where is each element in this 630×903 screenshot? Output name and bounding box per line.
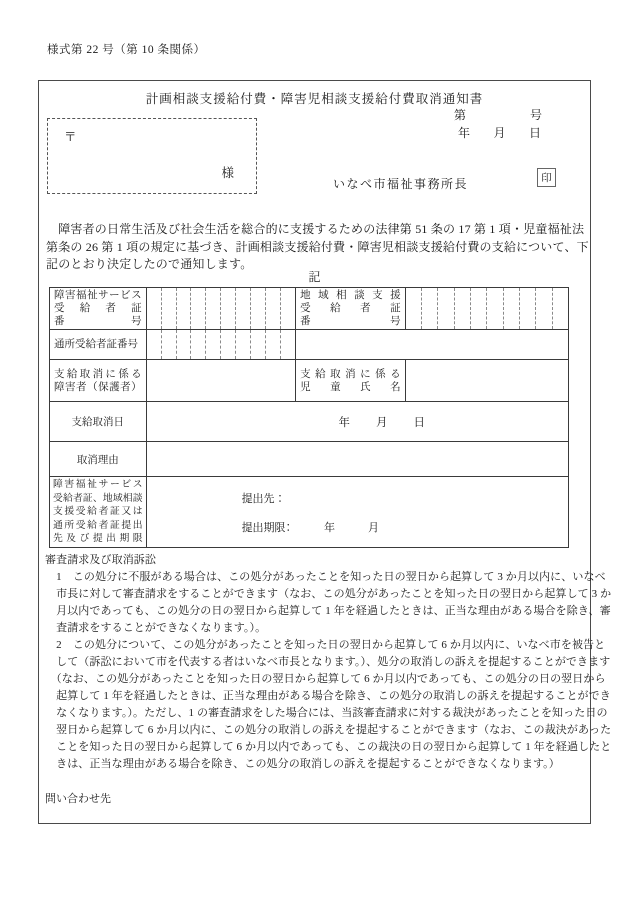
ki-heading: 記 bbox=[308, 270, 321, 284]
contact-label: 問い合わせ先 bbox=[45, 793, 111, 805]
text-line: 市長に対して審査請求をすることができます（なお、この処分があったことを知った日の翌日から起算して 3 か bbox=[45, 588, 612, 600]
text-line: 2 この処分について、この処分があったことを知った日の翌日から起算して 6 か月以内に、いなべ市を被告と bbox=[45, 639, 606, 651]
document-number-line bbox=[454, 106, 542, 123]
table-row-certificate-numbers bbox=[50, 288, 568, 329]
label-text: 通所受給者証番号 bbox=[54, 339, 138, 350]
text-line: 1 この処分に不服がある場合は、この処分があったことを知った日の翌日から起算して 3 か月以内に、いなべ bbox=[45, 571, 606, 583]
text-line: 支援受給者証又は bbox=[53, 506, 143, 518]
digit-box bbox=[535, 288, 551, 329]
digit-box bbox=[437, 288, 453, 329]
text-line: 障害者の日常生活及び社会生活を総合的に支援するための法律第 51 条の 17 第 1 項・児童福祉法 bbox=[46, 222, 585, 236]
text-line: なくなります。）。ただし、1 の審査請求をした場合には、当該審査請求に対する裁決があったことを知った日の bbox=[45, 707, 608, 719]
benefit-cancellation-table bbox=[49, 287, 569, 548]
empty-cell bbox=[296, 330, 568, 359]
seal-placeholder: 印 bbox=[537, 168, 556, 187]
date-year-label: 年 bbox=[458, 126, 471, 140]
digit-box bbox=[235, 330, 250, 359]
text-line: 起算して 1 年を経過したときは、正当な理由がある場合を除き、この処分の取消しの訴えを提起することができ bbox=[45, 690, 611, 702]
recipient-honorific: 様 bbox=[221, 166, 234, 180]
digit-box bbox=[176, 330, 191, 359]
text-line: 記のとおり決定したので通知します。 bbox=[46, 257, 253, 271]
text-line: 地域相談支援 bbox=[300, 290, 401, 301]
text-line: 受給者証 bbox=[300, 303, 401, 314]
label-disability-certificate-number bbox=[50, 288, 147, 329]
text-line: 先及び提出期限 bbox=[53, 533, 143, 545]
label-commuting-certificate-number bbox=[50, 330, 147, 359]
text-line: 障害福祉サービス bbox=[53, 479, 143, 491]
postal-code-mark: 〒 bbox=[64, 130, 77, 144]
doc-number-suffix: 号 bbox=[529, 108, 542, 122]
digit-box bbox=[454, 288, 470, 329]
text-line: きは、正当な理由がある場合を除き、この処分の取消しの訴えを提起することができなくなります。） bbox=[45, 758, 560, 770]
text-line: 受給者証 bbox=[54, 303, 142, 314]
digit-box bbox=[190, 288, 205, 329]
person-name-field bbox=[147, 360, 296, 401]
appeal-notice-text bbox=[45, 552, 612, 773]
digit-box bbox=[421, 288, 437, 329]
text-line: 支給取消に係る bbox=[300, 368, 401, 380]
digit-box bbox=[406, 288, 421, 329]
digit-box bbox=[205, 330, 220, 359]
commuting-certificate-digit-boxes bbox=[147, 330, 296, 359]
digit-box bbox=[161, 288, 176, 329]
table-row-cancellation-reason bbox=[50, 441, 568, 476]
text-line: ことを知った日の翌日から起算して 6 か月以内であっても、この裁決の日の翌日から起算して 1 年を経過したと bbox=[45, 741, 612, 753]
text-line: 受給者証、地域相談 bbox=[53, 492, 143, 504]
digit-box bbox=[190, 330, 205, 359]
label-text: 支給取消日 bbox=[71, 417, 125, 428]
label-text: 取消理由 bbox=[76, 454, 119, 466]
digit-box bbox=[147, 330, 161, 359]
date-day-label: 日 bbox=[528, 126, 541, 140]
document-date-line bbox=[458, 124, 541, 141]
label-cancellation-date bbox=[50, 402, 147, 441]
digit-box bbox=[265, 288, 280, 329]
submit-to-label: 提出先： bbox=[241, 492, 286, 505]
digit-box bbox=[280, 288, 295, 329]
cancellation-date-field bbox=[147, 402, 568, 441]
digit-box bbox=[250, 288, 265, 329]
cancellation-reason-field bbox=[147, 442, 568, 476]
text-line: 支給取消に係る bbox=[54, 368, 142, 380]
text-line: 査請求をすることができなくなります。）。 bbox=[45, 622, 267, 634]
table-row-commuting-certificate bbox=[50, 329, 568, 359]
date-month-label: 月 bbox=[493, 126, 506, 140]
digit-box bbox=[519, 288, 535, 329]
digit-box bbox=[147, 288, 161, 329]
digit-box bbox=[503, 288, 519, 329]
label-person-subject-to-cancellation bbox=[50, 360, 147, 401]
digit-box bbox=[220, 330, 235, 359]
submit-deadline-label: 提出期限： 年 月 bbox=[241, 521, 380, 534]
label-certificate-submission bbox=[50, 477, 147, 547]
digit-box bbox=[235, 288, 250, 329]
body-paragraph bbox=[46, 221, 589, 274]
digit-box bbox=[486, 288, 502, 329]
digit-box bbox=[250, 330, 265, 359]
child-name-field bbox=[406, 360, 568, 401]
text-line: 翌日から起算して 6 か月以内に、この処分の取消しの訴えを提起することができます（なお、この裁決があった bbox=[45, 724, 612, 736]
text-line: （なお、この処分があったことを知った日の翌日から起算して 6 か月以内であっても、この処分の日の翌日から bbox=[45, 673, 606, 685]
table-row-person-names bbox=[50, 359, 568, 401]
text-line: 審査請求及び取消訴訟 bbox=[45, 554, 156, 566]
date-placeholder: 年 月 日 bbox=[338, 416, 427, 429]
doc-number-prefix: 第 bbox=[454, 108, 467, 122]
digit-box bbox=[220, 288, 235, 329]
submission-destination-field bbox=[147, 477, 568, 547]
digit-box bbox=[470, 288, 486, 329]
digit-box bbox=[280, 330, 295, 359]
issuer-name: いなべ市福祉事務所長 bbox=[333, 177, 469, 191]
text-line: 障害者（保護者） bbox=[54, 381, 142, 393]
digit-box bbox=[176, 288, 191, 329]
text-line: 月以内であっても、この処分の日の翌日から起算して 1 年を経過したときは、正当な理由がある場合を除き、審 bbox=[45, 605, 611, 617]
text-line: 番号 bbox=[300, 316, 401, 327]
text-line: 番号 bbox=[54, 316, 142, 327]
label-cancellation-reason bbox=[50, 442, 147, 476]
text-line: 通所受給者証提出 bbox=[53, 519, 143, 531]
digit-box bbox=[265, 330, 280, 359]
table-row-cancellation-date bbox=[50, 401, 568, 441]
disability-certificate-digit-boxes bbox=[147, 288, 296, 329]
text-line: 障害福祉サービス bbox=[54, 290, 142, 301]
table-row-certificate-submission bbox=[50, 476, 568, 547]
label-child-name bbox=[296, 360, 406, 401]
form-style-number: 様式第 22 号（第 10 条関係） bbox=[47, 44, 206, 56]
text-line: 児童氏名 bbox=[300, 381, 401, 393]
form-sheet bbox=[38, 80, 612, 824]
digit-box bbox=[161, 330, 176, 359]
regional-certificate-digit-boxes bbox=[406, 288, 568, 329]
text-line: して（訴訟において市を代表する者はいなべ市長となります。）、処分の取消しの訴えを提起することができます bbox=[45, 656, 611, 668]
text-line: 第条の 26 第 1 項の規定に基づき、計画相談支援給付費・障害児相談支援給付費の支給について、下 bbox=[46, 239, 589, 254]
digit-box bbox=[205, 288, 220, 329]
recipient-address-box bbox=[47, 118, 257, 194]
document-title: 計画相談支援給付費・障害児相談支援給付費取消通知書 bbox=[145, 92, 484, 106]
digit-box bbox=[552, 288, 568, 329]
label-regional-consultation-certificate-number bbox=[296, 288, 406, 329]
